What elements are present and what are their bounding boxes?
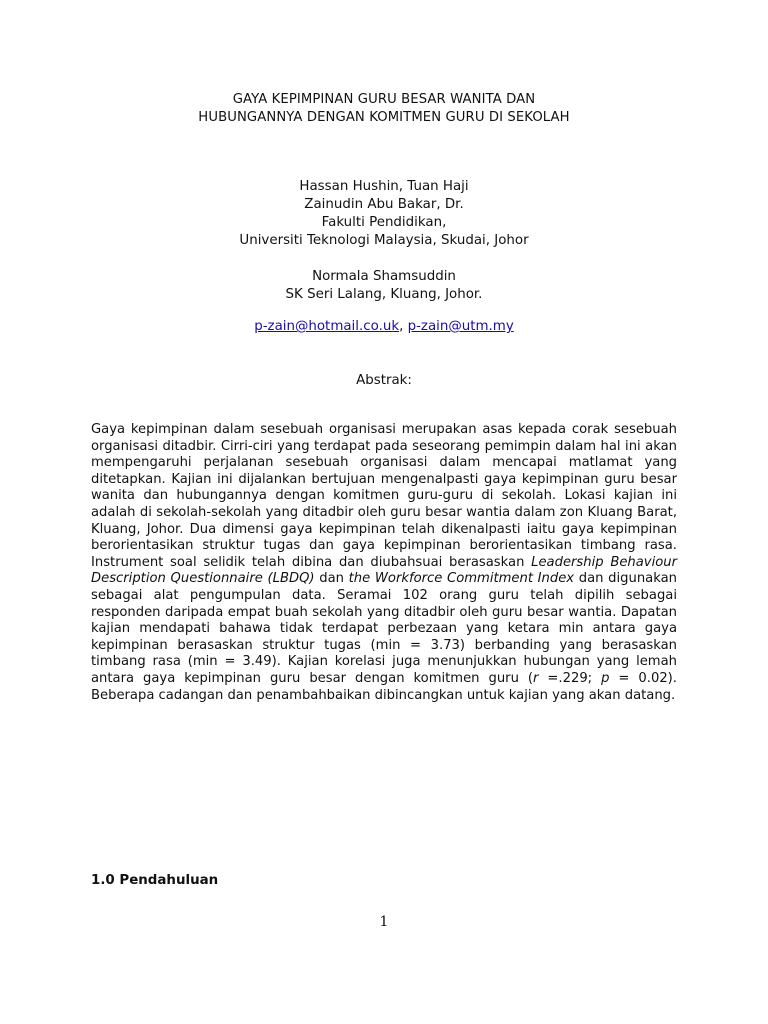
author-block bbox=[0, 178, 768, 304]
abstract-italic-index: the Workforce Commitment Index bbox=[348, 571, 575, 587]
author-name-3: Normala Shamsuddin bbox=[312, 269, 456, 284]
paper-title bbox=[0, 91, 768, 127]
abstract-text-5: = 0.02). Beberapa cadangan dan penambahbaikan dibincangkan untuk kajian yang akan datang. bbox=[91, 670, 677, 703]
abstract-italic-lbdq: Leadership Behaviour Description Questionnaire (LBDQ) bbox=[91, 554, 677, 587]
title-line-2: HUBUNGANNYA DENGAN KOMITMEN GURU DI SEKOLAH bbox=[198, 110, 570, 125]
author-spacer bbox=[0, 250, 768, 268]
abstract-text-1: Gaya kepimpinan dalam sesebuah organisasi merupakan asas kepada corak sesebuah organisasi ditadbir. Cirri-ciri yang terdapat pada seseorang pemimpin dalam hal ini akan mempengaruhi perjalanan sesebuah organisasi dalam mencapai matlamat yang ditetapkan. Kajian ini dijalankan bertujuan mengenalpasti gaya kepimpinan guru besar wanita dan hubungannya dengan komitmen guru-guru di sekolah. Lokasi kajian ini adalah di sekolah-sekolah yang ditadbir oleh guru besar wantia dalam zon Kluang Barat, Kluang, Johor. Dua dimensi gaya kepimpinan telah dikenalpasti iaitu gaya kepimpinan berorientasikan struktur tugas dan gaya kepimpinan berorientasikan timbang rasa. Instrument soal selidik telah dibina dan diubahsuai berasaskan bbox=[91, 422, 677, 570]
author-faculty: Fakulti Pendidikan, bbox=[321, 215, 447, 230]
abstract-text-2: dan bbox=[314, 571, 349, 587]
abstract-body bbox=[91, 422, 677, 704]
author-university: Universiti Teknologi Malaysia, Skudai, Johor bbox=[239, 233, 529, 248]
author-school: SK Seri Lalang, Kluang, Johor. bbox=[285, 287, 483, 302]
abstract-heading: Abstrak: bbox=[356, 373, 412, 388]
email-link-hotmail[interactable]: p-zain@hotmail.co.uk bbox=[254, 319, 400, 334]
email-separator: , bbox=[399, 319, 408, 334]
abstract-text-3: dan digunakan sebagai alat pengumpulan data. Seramai 102 orang guru telah dipilih sebagai responden daripada empat buah sekolah yang ditadbir oleh guru besar wantia. Dapatan kajian mendapati bahawa tidak terdapat perbezaan yang ketara min antara gaya kepimpinan berasaskan struktur tugas (min = 3.73) berbanding yang berasaskan timbang rasa (min = 3.49). Kajian korelasi juga menunjukkan hubungan yang lemah antara gaya kepimpinan guru besar dengan komitmen guru ( bbox=[91, 571, 677, 686]
abstract-italic-p: p bbox=[601, 670, 610, 686]
email-line bbox=[0, 318, 768, 336]
title-line-1: GAYA KEPIMPINAN GURU BESAR WANITA DAN bbox=[232, 92, 536, 107]
page-number: 1 bbox=[379, 914, 389, 930]
author-name-1: Hassan Hushin, Tuan Haji bbox=[299, 179, 469, 194]
email-link-utm[interactable]: p-zain@utm.my bbox=[407, 319, 514, 334]
abstract-text-4: =.229; bbox=[538, 670, 602, 686]
abstract-italic-r: r bbox=[533, 670, 539, 686]
section-heading-pendahuluan: 1.0 Pendahuluan bbox=[91, 873, 219, 888]
author-name-2: Zainudin Abu Bakar, Dr. bbox=[304, 197, 464, 212]
